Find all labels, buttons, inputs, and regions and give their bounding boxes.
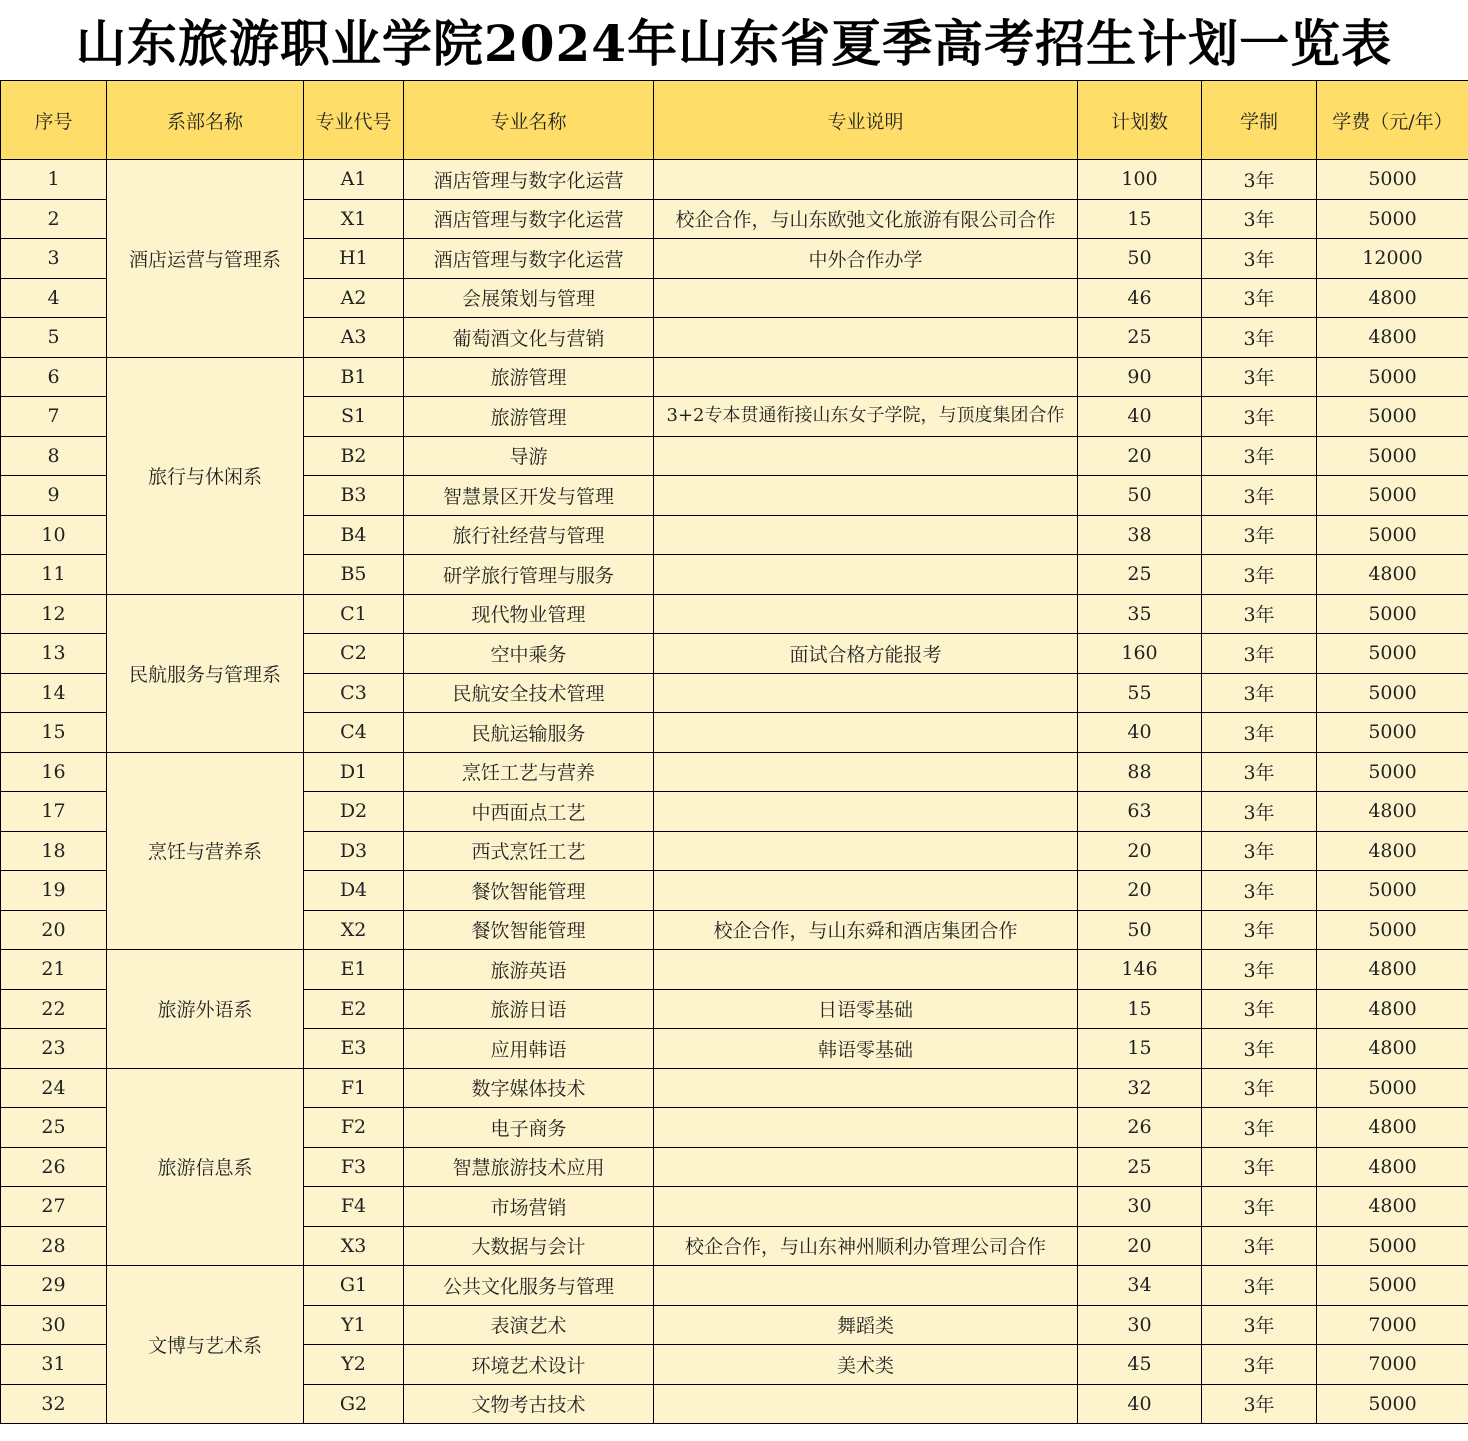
cell-major-name: 餐饮智能管理 xyxy=(404,910,654,950)
cell-major-note: 校企合作，与山东神州顺利办管理公司合作 xyxy=(654,1226,1078,1266)
cell-plan-count: 35 xyxy=(1078,594,1202,634)
cell-serial: 19 xyxy=(1,871,107,911)
cell-major-name: 数字媒体技术 xyxy=(404,1068,654,1108)
cell-major-code: Y1 xyxy=(304,1305,404,1345)
cell-duration: 3年 xyxy=(1202,1305,1317,1345)
cell-major-note: 韩语零基础 xyxy=(654,1029,1078,1069)
cell-major-code: A1 xyxy=(304,160,404,200)
cell-duration: 3年 xyxy=(1202,950,1317,990)
cell-plan-count: 63 xyxy=(1078,792,1202,832)
cell-duration: 3年 xyxy=(1202,160,1317,200)
cell-duration: 3年 xyxy=(1202,713,1317,753)
cell-major-note xyxy=(654,515,1078,555)
cell-major-code: F1 xyxy=(304,1068,404,1108)
cell-major-note xyxy=(654,1068,1078,1108)
cell-plan-count: 26 xyxy=(1078,1108,1202,1148)
cell-duration: 3年 xyxy=(1202,357,1317,397)
cell-major-note xyxy=(654,950,1078,990)
cell-major-name: 旅游英语 xyxy=(404,950,654,990)
cell-tuition: 7000 xyxy=(1317,1305,1468,1345)
cell-tuition: 5000 xyxy=(1317,1226,1468,1266)
cell-major-code: F3 xyxy=(304,1147,404,1187)
cell-major-code: D4 xyxy=(304,871,404,911)
cell-major-name: 应用韩语 xyxy=(404,1029,654,1069)
table-row xyxy=(1,950,1468,990)
cell-serial: 1 xyxy=(1,160,107,200)
cell-plan-count: 40 xyxy=(1078,397,1202,437)
cell-major-name: 电子商务 xyxy=(404,1108,654,1148)
table-row xyxy=(1,1266,1468,1306)
cell-duration: 3年 xyxy=(1202,673,1317,713)
cell-plan-count: 30 xyxy=(1078,1187,1202,1227)
cell-duration: 3年 xyxy=(1202,752,1317,792)
cell-duration: 3年 xyxy=(1202,634,1317,674)
header-plan-count: 计划数 xyxy=(1078,81,1202,160)
cell-major-name: 公共文化服务与管理 xyxy=(404,1266,654,1306)
cell-tuition: 5000 xyxy=(1317,436,1468,476)
cell-plan-count: 40 xyxy=(1078,1384,1202,1424)
table-row xyxy=(1,160,1468,200)
cell-tuition: 4800 xyxy=(1317,989,1468,1029)
cell-major-name: 文物考古技术 xyxy=(404,1384,654,1424)
cell-major-code: F2 xyxy=(304,1108,404,1148)
cell-duration: 3年 xyxy=(1202,436,1317,476)
cell-major-code: C4 xyxy=(304,713,404,753)
cell-plan-count: 50 xyxy=(1078,476,1202,516)
page-title: 山东旅游职业学院2024年山东省夏季高考招生计划一览表 xyxy=(75,14,1393,73)
cell-duration: 3年 xyxy=(1202,1068,1317,1108)
cell-tuition: 4800 xyxy=(1317,831,1468,871)
cell-major-note xyxy=(654,1384,1078,1424)
cell-duration: 3年 xyxy=(1202,910,1317,950)
cell-serial: 20 xyxy=(1,910,107,950)
cell-major-code: E2 xyxy=(304,989,404,1029)
cell-major-code: D1 xyxy=(304,752,404,792)
cell-duration: 3年 xyxy=(1202,1384,1317,1424)
cell-tuition: 4800 xyxy=(1317,318,1468,358)
cell-major-name: 酒店管理与数字化运营 xyxy=(404,239,654,279)
header-department: 系部名称 xyxy=(107,81,304,160)
cell-duration: 3年 xyxy=(1202,1266,1317,1306)
cell-major-name: 会展策划与管理 xyxy=(404,278,654,318)
cell-tuition: 5000 xyxy=(1317,713,1468,753)
cell-major-note xyxy=(654,1187,1078,1227)
cell-major-name: 智慧景区开发与管理 xyxy=(404,476,654,516)
cell-tuition: 5000 xyxy=(1317,634,1468,674)
cell-major-note xyxy=(654,713,1078,753)
cell-major-note xyxy=(654,792,1078,832)
cell-major-code: C1 xyxy=(304,594,404,634)
cell-plan-count: 25 xyxy=(1078,318,1202,358)
cell-major-note xyxy=(654,278,1078,318)
cell-duration: 3年 xyxy=(1202,989,1317,1029)
cell-serial: 12 xyxy=(1,594,107,634)
cell-major-note: 面试合格方能报考 xyxy=(654,634,1078,674)
cell-duration: 3年 xyxy=(1202,515,1317,555)
cell-major-code: F4 xyxy=(304,1187,404,1227)
cell-plan-count: 90 xyxy=(1078,357,1202,397)
cell-major-code: S1 xyxy=(304,397,404,437)
cell-major-name: 民航安全技术管理 xyxy=(404,673,654,713)
cell-plan-count: 32 xyxy=(1078,1068,1202,1108)
cell-major-code: C2 xyxy=(304,634,404,674)
table-body xyxy=(1,160,1468,1424)
cell-duration: 3年 xyxy=(1202,871,1317,911)
cell-major-name: 餐饮智能管理 xyxy=(404,871,654,911)
cell-department: 旅行与休闲系 xyxy=(107,357,304,594)
cell-major-code: B1 xyxy=(304,357,404,397)
cell-duration: 3年 xyxy=(1202,792,1317,832)
cell-major-name: 现代物业管理 xyxy=(404,594,654,634)
cell-major-note xyxy=(654,752,1078,792)
cell-duration: 3年 xyxy=(1202,318,1317,358)
cell-major-name: 大数据与会计 xyxy=(404,1226,654,1266)
cell-major-code: D3 xyxy=(304,831,404,871)
cell-plan-count: 25 xyxy=(1078,1147,1202,1187)
cell-major-name: 旅游管理 xyxy=(404,397,654,437)
cell-plan-count: 88 xyxy=(1078,752,1202,792)
cell-major-code: A3 xyxy=(304,318,404,358)
cell-serial: 3 xyxy=(1,239,107,279)
cell-major-code: X2 xyxy=(304,910,404,950)
cell-serial: 27 xyxy=(1,1187,107,1227)
cell-major-name: 空中乘务 xyxy=(404,634,654,674)
cell-department: 旅游信息系 xyxy=(107,1068,304,1266)
cell-duration: 3年 xyxy=(1202,831,1317,871)
cell-major-code: G2 xyxy=(304,1384,404,1424)
cell-major-name: 表演艺术 xyxy=(404,1305,654,1345)
cell-duration: 3年 xyxy=(1202,594,1317,634)
cell-serial: 10 xyxy=(1,515,107,555)
cell-serial: 13 xyxy=(1,634,107,674)
cell-major-note xyxy=(654,1266,1078,1306)
cell-major-note: 日语零基础 xyxy=(654,989,1078,1029)
cell-plan-count: 15 xyxy=(1078,1029,1202,1069)
cell-plan-count: 30 xyxy=(1078,1305,1202,1345)
cell-major-code: Y2 xyxy=(304,1345,404,1385)
cell-tuition: 4800 xyxy=(1317,792,1468,832)
cell-plan-count: 15 xyxy=(1078,989,1202,1029)
cell-plan-count: 55 xyxy=(1078,673,1202,713)
cell-major-note xyxy=(654,1147,1078,1187)
cell-major-note xyxy=(654,160,1078,200)
cell-duration: 3年 xyxy=(1202,555,1317,595)
cell-major-code: E3 xyxy=(304,1029,404,1069)
cell-plan-count: 100 xyxy=(1078,160,1202,200)
cell-serial: 31 xyxy=(1,1345,107,1385)
cell-major-code: E1 xyxy=(304,950,404,990)
header-major-name: 专业名称 xyxy=(404,81,654,160)
cell-tuition: 5000 xyxy=(1317,199,1468,239)
cell-duration: 3年 xyxy=(1202,1108,1317,1148)
cell-serial: 9 xyxy=(1,476,107,516)
cell-serial: 23 xyxy=(1,1029,107,1069)
cell-serial: 30 xyxy=(1,1305,107,1345)
cell-serial: 14 xyxy=(1,673,107,713)
cell-serial: 21 xyxy=(1,950,107,990)
cell-major-code: G1 xyxy=(304,1266,404,1306)
cell-duration: 3年 xyxy=(1202,1029,1317,1069)
cell-tuition: 4800 xyxy=(1317,950,1468,990)
cell-plan-count: 46 xyxy=(1078,278,1202,318)
cell-major-code: X1 xyxy=(304,199,404,239)
cell-major-name: 葡萄酒文化与营销 xyxy=(404,318,654,358)
cell-major-name: 智慧旅游技术应用 xyxy=(404,1147,654,1187)
cell-major-name: 旅游管理 xyxy=(404,357,654,397)
cell-major-note xyxy=(654,436,1078,476)
cell-major-note xyxy=(654,476,1078,516)
cell-major-name: 酒店管理与数字化运营 xyxy=(404,199,654,239)
cell-major-code: B5 xyxy=(304,555,404,595)
cell-major-name: 酒店管理与数字化运营 xyxy=(404,160,654,200)
cell-tuition: 5000 xyxy=(1317,594,1468,634)
header-major-code: 专业代号 xyxy=(304,81,404,160)
cell-tuition: 5000 xyxy=(1317,160,1468,200)
cell-department: 酒店运营与管理系 xyxy=(107,160,304,358)
cell-major-code: D2 xyxy=(304,792,404,832)
cell-plan-count: 38 xyxy=(1078,515,1202,555)
cell-serial: 16 xyxy=(1,752,107,792)
cell-serial: 5 xyxy=(1,318,107,358)
cell-plan-count: 20 xyxy=(1078,436,1202,476)
cell-tuition: 5000 xyxy=(1317,357,1468,397)
cell-tuition: 5000 xyxy=(1317,1384,1468,1424)
cell-serial: 2 xyxy=(1,199,107,239)
cell-major-note xyxy=(654,831,1078,871)
cell-major-note: 校企合作，与山东舜和酒店集团合作 xyxy=(654,910,1078,950)
cell-major-name: 烹饪工艺与营养 xyxy=(404,752,654,792)
cell-major-note: 3+2专本贯通衔接山东女子学院，与顶度集团合作 xyxy=(654,397,1078,437)
table-row xyxy=(1,594,1468,634)
header-serial: 序号 xyxy=(1,81,107,160)
cell-tuition: 5000 xyxy=(1317,910,1468,950)
cell-tuition: 4800 xyxy=(1317,555,1468,595)
cell-duration: 3年 xyxy=(1202,1226,1317,1266)
table-row xyxy=(1,752,1468,792)
cell-duration: 3年 xyxy=(1202,397,1317,437)
cell-major-note xyxy=(654,673,1078,713)
table-header-row xyxy=(1,81,1468,160)
cell-major-note xyxy=(654,1108,1078,1148)
cell-major-name: 市场营销 xyxy=(404,1187,654,1227)
cell-tuition: 4800 xyxy=(1317,1147,1468,1187)
cell-plan-count: 50 xyxy=(1078,910,1202,950)
cell-major-code: H1 xyxy=(304,239,404,279)
cell-duration: 3年 xyxy=(1202,1147,1317,1187)
cell-plan-count: 146 xyxy=(1078,950,1202,990)
cell-serial: 11 xyxy=(1,555,107,595)
cell-serial: 18 xyxy=(1,831,107,871)
cell-department: 民航服务与管理系 xyxy=(107,594,304,752)
cell-plan-count: 50 xyxy=(1078,239,1202,279)
cell-plan-count: 20 xyxy=(1078,1226,1202,1266)
cell-major-code: C3 xyxy=(304,673,404,713)
cell-serial: 26 xyxy=(1,1147,107,1187)
cell-duration: 3年 xyxy=(1202,278,1317,318)
cell-major-note: 中外合作办学 xyxy=(654,239,1078,279)
cell-major-code: B4 xyxy=(304,515,404,555)
cell-tuition: 5000 xyxy=(1317,397,1468,437)
cell-tuition: 5000 xyxy=(1317,871,1468,911)
cell-plan-count: 20 xyxy=(1078,831,1202,871)
cell-tuition: 4800 xyxy=(1317,278,1468,318)
cell-plan-count: 34 xyxy=(1078,1266,1202,1306)
cell-tuition: 5000 xyxy=(1317,515,1468,555)
cell-major-name: 西式烹饪工艺 xyxy=(404,831,654,871)
cell-major-note xyxy=(654,555,1078,595)
cell-major-code: B2 xyxy=(304,436,404,476)
cell-major-name: 旅游日语 xyxy=(404,989,654,1029)
cell-major-code: A2 xyxy=(304,278,404,318)
cell-plan-count: 45 xyxy=(1078,1345,1202,1385)
cell-department: 烹饪与营养系 xyxy=(107,752,304,950)
cell-duration: 3年 xyxy=(1202,199,1317,239)
cell-department: 文博与艺术系 xyxy=(107,1266,304,1424)
cell-tuition: 7000 xyxy=(1317,1345,1468,1385)
cell-serial: 29 xyxy=(1,1266,107,1306)
cell-serial: 25 xyxy=(1,1108,107,1148)
cell-serial: 15 xyxy=(1,713,107,753)
cell-serial: 7 xyxy=(1,397,107,437)
table-row xyxy=(1,357,1468,397)
cell-plan-count: 40 xyxy=(1078,713,1202,753)
cell-major-note: 美术类 xyxy=(654,1345,1078,1385)
cell-tuition: 5000 xyxy=(1317,752,1468,792)
cell-tuition: 5000 xyxy=(1317,476,1468,516)
cell-duration: 3年 xyxy=(1202,1187,1317,1227)
cell-major-name: 研学旅行管理与服务 xyxy=(404,555,654,595)
cell-serial: 28 xyxy=(1,1226,107,1266)
cell-plan-count: 25 xyxy=(1078,555,1202,595)
cell-duration: 3年 xyxy=(1202,476,1317,516)
cell-tuition: 5000 xyxy=(1317,673,1468,713)
cell-major-name: 旅行社经营与管理 xyxy=(404,515,654,555)
cell-major-note xyxy=(654,318,1078,358)
cell-plan-count: 15 xyxy=(1078,199,1202,239)
cell-serial: 24 xyxy=(1,1068,107,1108)
cell-major-code: X3 xyxy=(304,1226,404,1266)
header-duration: 学制 xyxy=(1202,81,1317,160)
header-major-note: 专业说明 xyxy=(654,81,1078,160)
cell-serial: 32 xyxy=(1,1384,107,1424)
cell-serial: 8 xyxy=(1,436,107,476)
cell-serial: 4 xyxy=(1,278,107,318)
cell-tuition: 4800 xyxy=(1317,1029,1468,1069)
header-tuition: 学费（元/年） xyxy=(1317,81,1468,160)
cell-major-note xyxy=(654,594,1078,634)
cell-major-name: 民航运输服务 xyxy=(404,713,654,753)
cell-major-name: 中西面点工艺 xyxy=(404,792,654,832)
cell-major-note: 校企合作，与山东欧弛文化旅游有限公司合作 xyxy=(654,199,1078,239)
cell-major-note xyxy=(654,871,1078,911)
cell-major-name: 导游 xyxy=(404,436,654,476)
cell-plan-count: 160 xyxy=(1078,634,1202,674)
cell-duration: 3年 xyxy=(1202,1345,1317,1385)
cell-major-note: 舞蹈类 xyxy=(654,1305,1078,1345)
cell-serial: 22 xyxy=(1,989,107,1029)
cell-tuition: 5000 xyxy=(1317,1266,1468,1306)
table-row xyxy=(1,1068,1468,1108)
cell-plan-count: 20 xyxy=(1078,871,1202,911)
cell-tuition: 5000 xyxy=(1317,1068,1468,1108)
cell-duration: 3年 xyxy=(1202,239,1317,279)
cell-major-code: B3 xyxy=(304,476,404,516)
cell-serial: 17 xyxy=(1,792,107,832)
cell-department: 旅游外语系 xyxy=(107,950,304,1069)
cell-tuition: 4800 xyxy=(1317,1108,1468,1148)
cell-major-note xyxy=(654,357,1078,397)
cell-tuition: 12000 xyxy=(1317,239,1468,279)
cell-serial: 6 xyxy=(1,357,107,397)
cell-major-name: 环境艺术设计 xyxy=(404,1345,654,1385)
cell-tuition: 4800 xyxy=(1317,1187,1468,1227)
enrollment-plan-table xyxy=(0,80,1468,1424)
